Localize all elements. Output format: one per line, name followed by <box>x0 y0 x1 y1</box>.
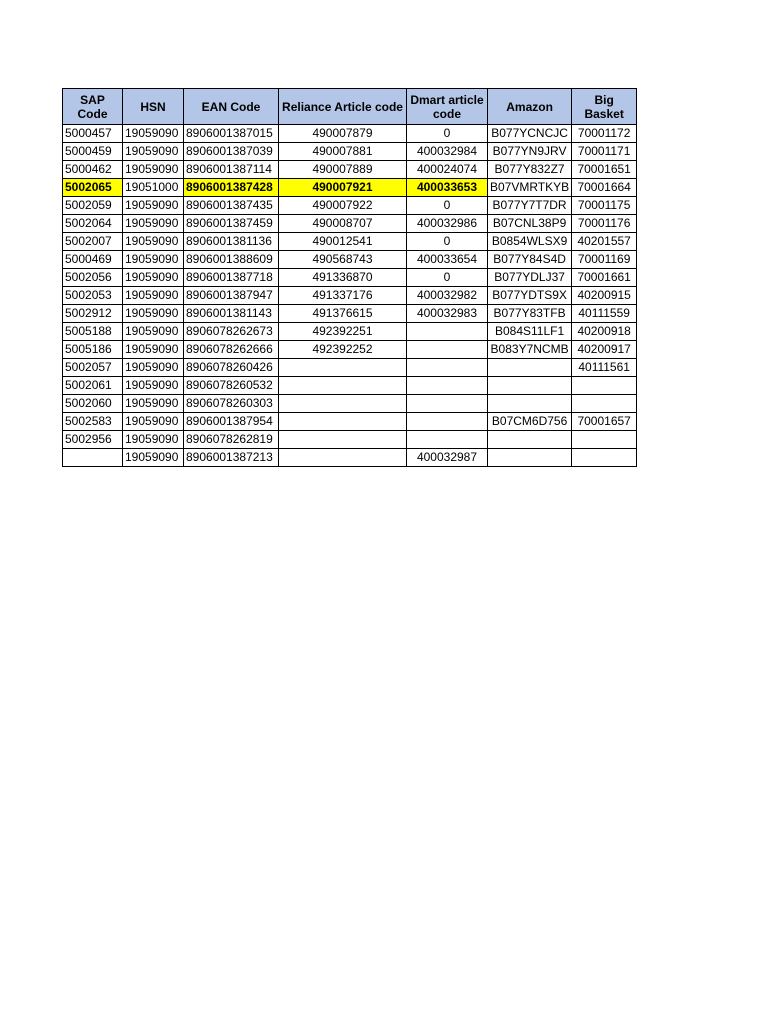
cell-hsn[interactable]: 19059090 <box>123 125 184 143</box>
cell-big-basket[interactable] <box>572 431 637 449</box>
cell-dmart-article-code[interactable]: 400032982 <box>407 287 488 305</box>
cell-sap-code[interactable]: 5002064 <box>63 215 123 233</box>
cell-reliance-article-code[interactable]: 490007879 <box>279 125 407 143</box>
cell-ean-code[interactable]: 8906001381143 <box>184 305 279 323</box>
header-dmart-article-code[interactable]: Dmart article code <box>407 89 488 125</box>
cell-big-basket[interactable]: 70001176 <box>572 215 637 233</box>
cell-amazon[interactable]: B077Y832Z7 <box>488 161 572 179</box>
cell-hsn[interactable]: 19059090 <box>123 287 184 305</box>
cell-ean-code[interactable]: 8906001387213 <box>184 449 279 467</box>
cell-big-basket[interactable]: 40200915 <box>572 287 637 305</box>
cell-sap-code[interactable]: 5002060 <box>63 395 123 413</box>
cell-sap-code[interactable]: 5002053 <box>63 287 123 305</box>
table-row <box>63 143 637 161</box>
cell-big-basket[interactable] <box>572 377 637 395</box>
cell-sap-code[interactable]: 5000457 <box>63 125 123 143</box>
cell-big-basket[interactable]: 70001657 <box>572 413 637 431</box>
table-row <box>63 215 637 233</box>
cell-ean-code[interactable]: 8906001388609 <box>184 251 279 269</box>
cell-hsn[interactable]: 19059090 <box>123 251 184 269</box>
cell-big-basket[interactable]: 70001651 <box>572 161 637 179</box>
cell-reliance-article-code[interactable] <box>279 395 407 413</box>
cell-ean-code[interactable]: 8906001387947 <box>184 287 279 305</box>
header-reliance-article-code[interactable]: Reliance Article code <box>279 89 407 125</box>
cell-reliance-article-code[interactable]: 490007921 <box>279 179 407 197</box>
cell-sap-code[interactable]: 5002065 <box>63 179 123 197</box>
cell-sap-code[interactable]: 5002956 <box>63 431 123 449</box>
cell-hsn[interactable]: 19059090 <box>123 395 184 413</box>
cell-ean-code[interactable]: 8906001387718 <box>184 269 279 287</box>
cell-sap-code[interactable]: 5005186 <box>63 341 123 359</box>
table-row <box>63 359 637 377</box>
cell-big-basket[interactable]: 40200918 <box>572 323 637 341</box>
cell-sap-code[interactable]: 5000469 <box>63 251 123 269</box>
cell-big-basket[interactable]: 70001175 <box>572 197 637 215</box>
cell-dmart-article-code[interactable]: 400024074 <box>407 161 488 179</box>
table-row <box>63 125 637 143</box>
cell-hsn[interactable]: 19059090 <box>123 305 184 323</box>
header-big-basket[interactable]: Big Basket <box>572 89 637 125</box>
header-amazon[interactable]: Amazon <box>488 89 572 125</box>
table-row <box>63 395 637 413</box>
cell-ean-code[interactable]: 8906001387039 <box>184 143 279 161</box>
cell-amazon[interactable] <box>488 431 572 449</box>
cell-ean-code[interactable]: 8906078260303 <box>184 395 279 413</box>
table-row <box>63 305 637 323</box>
cell-big-basket[interactable]: 70001169 <box>572 251 637 269</box>
cell-dmart-article-code[interactable] <box>407 359 488 377</box>
cell-amazon[interactable] <box>488 377 572 395</box>
cell-amazon[interactable]: B077YN9JRV <box>488 143 572 161</box>
cell-reliance-article-code[interactable] <box>279 413 407 431</box>
cell-amazon[interactable] <box>488 449 572 467</box>
cell-amazon[interactable]: B0854WLSX9 <box>488 233 572 251</box>
cell-hsn[interactable]: 19059090 <box>123 377 184 395</box>
cell-reliance-article-code[interactable]: 490007922 <box>279 197 407 215</box>
cell-amazon[interactable]: B084S11LF1 <box>488 323 572 341</box>
cell-reliance-article-code[interactable]: 490007889 <box>279 161 407 179</box>
cell-sap-code[interactable]: 5002007 <box>63 233 123 251</box>
cell-sap-code[interactable]: 5002061 <box>63 377 123 395</box>
cell-hsn[interactable]: 19059090 <box>123 233 184 251</box>
cell-dmart-article-code[interactable]: 400033653 <box>407 179 488 197</box>
cell-ean-code[interactable]: 8906001387954 <box>184 413 279 431</box>
table-row <box>63 197 637 215</box>
cell-reliance-article-code[interactable] <box>279 359 407 377</box>
cell-ean-code[interactable]: 8906001387114 <box>184 161 279 179</box>
cell-reliance-article-code[interactable]: 491337176 <box>279 287 407 305</box>
cell-sap-code[interactable]: 5002057 <box>63 359 123 377</box>
cell-hsn[interactable]: 19059090 <box>123 143 184 161</box>
cell-hsn[interactable]: 19059090 <box>123 431 184 449</box>
cell-dmart-article-code[interactable] <box>407 395 488 413</box>
table-row <box>63 179 637 197</box>
table-row <box>63 287 637 305</box>
table-row <box>63 377 637 395</box>
table-body <box>63 125 637 467</box>
cell-amazon[interactable] <box>488 395 572 413</box>
cell-dmart-article-code[interactable] <box>407 341 488 359</box>
cell-amazon[interactable]: B07CNL38P9 <box>488 215 572 233</box>
table-row <box>63 233 637 251</box>
cell-big-basket[interactable]: 70001171 <box>572 143 637 161</box>
cell-hsn[interactable]: 19059090 <box>123 359 184 377</box>
cell-big-basket[interactable]: 40200917 <box>572 341 637 359</box>
header-ean-code[interactable]: EAN Code <box>184 89 279 125</box>
cell-reliance-article-code[interactable]: 490012541 <box>279 233 407 251</box>
cell-sap-code[interactable]: 5005188 <box>63 323 123 341</box>
cell-dmart-article-code[interactable] <box>407 377 488 395</box>
cell-hsn[interactable]: 19059090 <box>123 323 184 341</box>
cell-reliance-article-code[interactable]: 490007881 <box>279 143 407 161</box>
cell-reliance-article-code[interactable] <box>279 431 407 449</box>
cell-big-basket[interactable] <box>572 395 637 413</box>
cell-dmart-article-code[interactable]: 0 <box>407 125 488 143</box>
table-row <box>63 449 637 467</box>
cell-hsn[interactable]: 19059090 <box>123 161 184 179</box>
cell-hsn[interactable]: 19059090 <box>123 197 184 215</box>
cell-big-basket[interactable]: 70001664 <box>572 179 637 197</box>
cell-dmart-article-code[interactable]: 400032984 <box>407 143 488 161</box>
cell-sap-code[interactable]: 5002059 <box>63 197 123 215</box>
table-row <box>63 431 637 449</box>
cell-big-basket[interactable]: 70001661 <box>572 269 637 287</box>
cell-amazon[interactable]: B083Y7NCMB <box>488 341 572 359</box>
cell-ean-code[interactable]: 8906001387428 <box>184 179 279 197</box>
cell-big-basket[interactable]: 40111559 <box>572 305 637 323</box>
cell-sap-code[interactable]: 5002912 <box>63 305 123 323</box>
table-row <box>63 323 637 341</box>
cell-amazon[interactable]: B077Y83TFB <box>488 305 572 323</box>
cell-dmart-article-code[interactable] <box>407 323 488 341</box>
cell-sap-code[interactable]: 5002056 <box>63 269 123 287</box>
cell-dmart-article-code[interactable]: 400032987 <box>407 449 488 467</box>
cell-ean-code[interactable]: 8906078262673 <box>184 323 279 341</box>
cell-ean-code[interactable]: 8906078262819 <box>184 431 279 449</box>
cell-amazon[interactable]: B077YCNCJC <box>488 125 572 143</box>
cell-dmart-article-code[interactable]: 400032986 <box>407 215 488 233</box>
cell-big-basket[interactable]: 40201557 <box>572 233 637 251</box>
cell-reliance-article-code[interactable]: 492392252 <box>279 341 407 359</box>
table-row <box>63 161 637 179</box>
cell-dmart-article-code[interactable]: 0 <box>407 233 488 251</box>
product-codes-table <box>62 88 637 467</box>
cell-dmart-article-code[interactable] <box>407 413 488 431</box>
cell-amazon[interactable]: B077Y84S4D <box>488 251 572 269</box>
header-hsn[interactable]: HSN <box>123 89 184 125</box>
cell-amazon[interactable]: B077YDTS9X <box>488 287 572 305</box>
header-row <box>63 89 637 125</box>
cell-ean-code[interactable]: 8906078260532 <box>184 377 279 395</box>
cell-big-basket[interactable]: 40111561 <box>572 359 637 377</box>
cell-sap-code[interactable]: 5002583 <box>63 413 123 431</box>
cell-ean-code[interactable]: 8906001387015 <box>184 125 279 143</box>
cell-hsn[interactable]: 19059090 <box>123 215 184 233</box>
header-sap-code[interactable]: SAP Code <box>63 89 123 125</box>
cell-amazon[interactable]: B07CM6D756 <box>488 413 572 431</box>
cell-dmart-article-code[interactable] <box>407 431 488 449</box>
cell-hsn[interactable]: 19059090 <box>123 413 184 431</box>
cell-ean-code[interactable]: 8906001381136 <box>184 233 279 251</box>
cell-sap-code[interactable] <box>63 449 123 467</box>
cell-hsn[interactable]: 19059090 <box>123 269 184 287</box>
cell-amazon[interactable]: B07VMRTKYB <box>488 179 572 197</box>
cell-reliance-article-code[interactable] <box>279 449 407 467</box>
cell-ean-code[interactable]: 8906001387459 <box>184 215 279 233</box>
cell-dmart-article-code[interactable]: 0 <box>407 269 488 287</box>
table-row <box>63 251 637 269</box>
cell-amazon[interactable] <box>488 359 572 377</box>
cell-hsn[interactable]: 19051000 <box>123 179 184 197</box>
cell-sap-code[interactable]: 5000462 <box>63 161 123 179</box>
cell-reliance-article-code[interactable]: 490008707 <box>279 215 407 233</box>
cell-dmart-article-code[interactable]: 400032983 <box>407 305 488 323</box>
spreadsheet <box>62 88 637 467</box>
cell-reliance-article-code[interactable] <box>279 377 407 395</box>
cell-sap-code[interactable]: 5000459 <box>63 143 123 161</box>
table-row <box>63 341 637 359</box>
cell-reliance-article-code[interactable]: 491336870 <box>279 269 407 287</box>
cell-ean-code[interactable]: 8906001387435 <box>184 197 279 215</box>
cell-dmart-article-code[interactable]: 400033654 <box>407 251 488 269</box>
cell-hsn[interactable]: 19059090 <box>123 449 184 467</box>
cell-reliance-article-code[interactable]: 492392251 <box>279 323 407 341</box>
table-row <box>63 269 637 287</box>
cell-hsn[interactable]: 19059090 <box>123 341 184 359</box>
cell-reliance-article-code[interactable]: 491376615 <box>279 305 407 323</box>
cell-dmart-article-code[interactable]: 0 <box>407 197 488 215</box>
cell-big-basket[interactable] <box>572 449 637 467</box>
cell-amazon[interactable]: B077YDLJ37 <box>488 269 572 287</box>
cell-ean-code[interactable]: 8906078260426 <box>184 359 279 377</box>
cell-big-basket[interactable]: 70001172 <box>572 125 637 143</box>
cell-amazon[interactable]: B077Y7T7DR <box>488 197 572 215</box>
cell-reliance-article-code[interactable]: 490568743 <box>279 251 407 269</box>
cell-ean-code[interactable]: 8906078262666 <box>184 341 279 359</box>
table-row <box>63 413 637 431</box>
